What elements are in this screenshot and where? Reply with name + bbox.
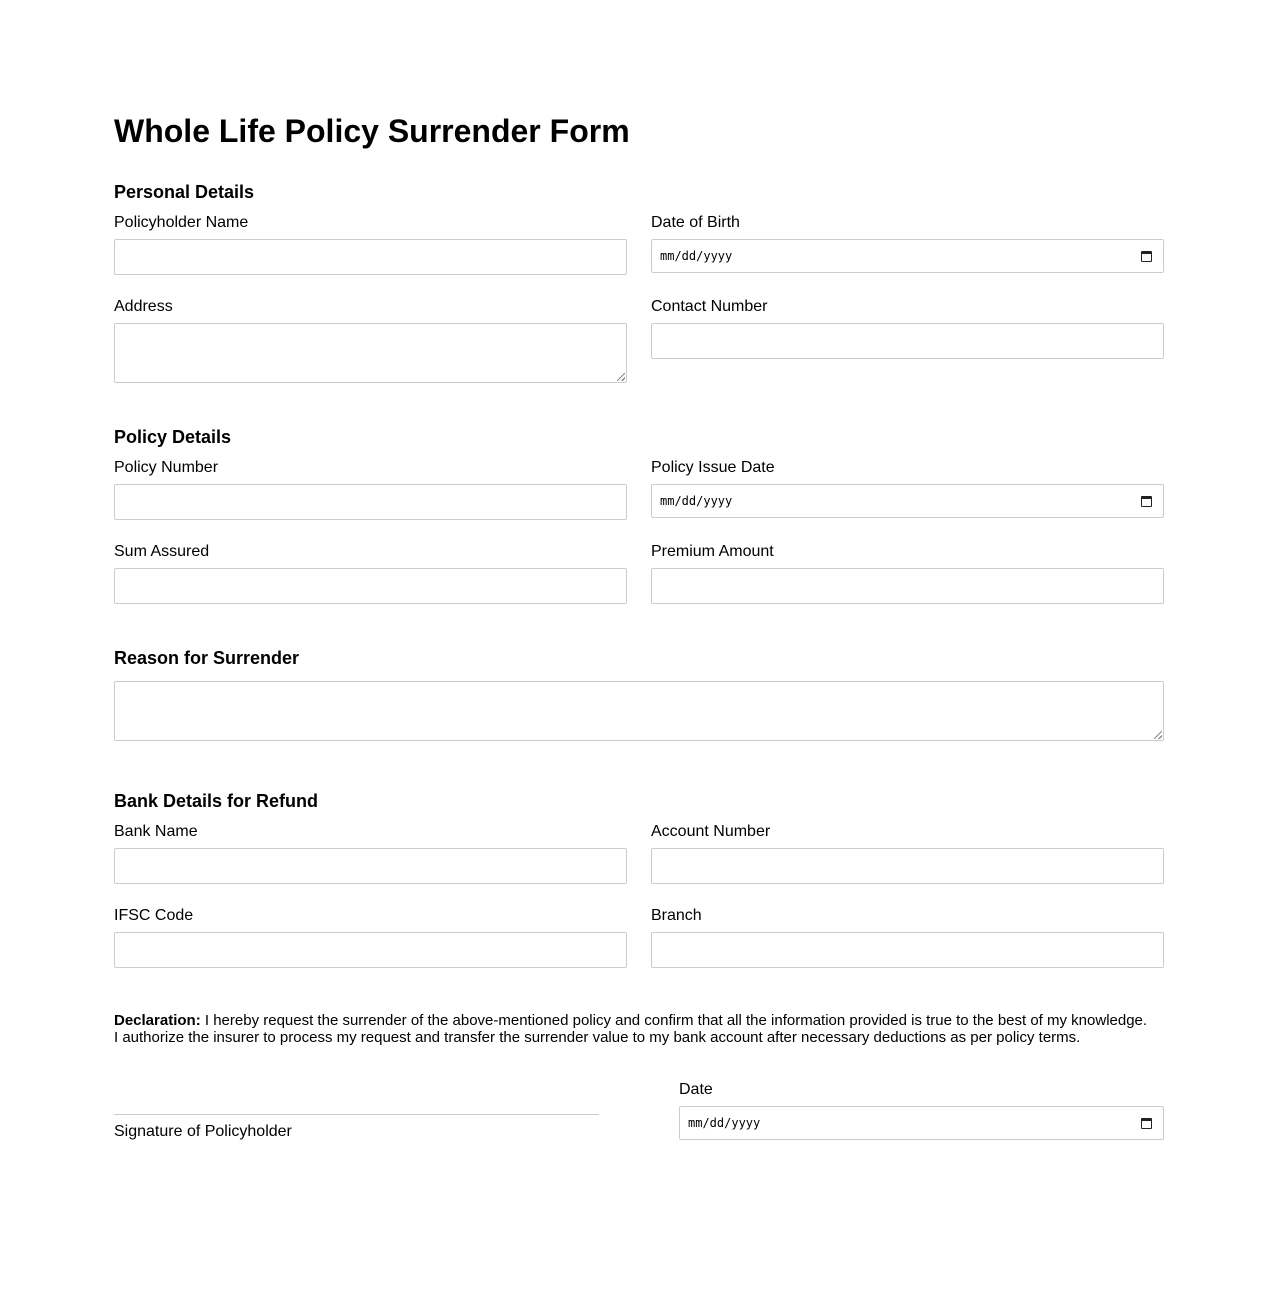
ifsc-code-input[interactable] [114, 932, 627, 968]
contact-number-input[interactable] [651, 323, 1164, 359]
reason-section [114, 647, 1164, 741]
signature-date-label: Date [679, 1081, 713, 1098]
personal-details-section [114, 181, 1164, 383]
bank-name-input[interactable] [114, 848, 627, 884]
calendar-icon[interactable] [1141, 251, 1152, 262]
branch-input[interactable] [651, 932, 1164, 968]
declaration-heading: Declaration: [114, 1012, 201, 1029]
ifsc-code-label: IFSC Code [114, 907, 194, 924]
section-title-personal: Personal Details [114, 182, 255, 202]
account-number-input[interactable] [651, 848, 1164, 884]
policy-issue-date-input[interactable] [651, 484, 1164, 518]
signature-date-placeholder: mm/dd/yyyy [688, 1116, 761, 1130]
address-label: Address [114, 298, 173, 315]
policyholder-name-label: Policyholder Name [114, 214, 249, 231]
bank-details-section [114, 790, 1164, 968]
declaration-line-2: I authorize the insurer to process my request and transfer the surrender value to my bank account after necessary deductions as per policy terms. [114, 1029, 1081, 1046]
declaration-line-1: I hereby request the surrender of the above-mentioned policy and confirm that all the information provided is true to the best of my knowledge. [200, 1012, 1148, 1029]
branch-label: Branch [651, 907, 702, 924]
bank-name-label: Bank Name [114, 823, 198, 840]
address-textarea[interactable] [114, 323, 627, 383]
reason-textarea[interactable] [114, 681, 1164, 741]
policy-issue-date-label: Policy Issue Date [651, 459, 775, 476]
premium-amount-input[interactable] [651, 568, 1164, 604]
date-of-birth-label: Date of Birth [651, 214, 740, 231]
policy-details-section [114, 426, 1164, 604]
policy-issue-date-placeholder: mm/dd/yyyy [660, 494, 733, 508]
resize-grip-icon[interactable] [617, 373, 625, 381]
date-of-birth-input[interactable] [651, 239, 1164, 273]
resize-grip-icon[interactable] [1154, 731, 1162, 739]
section-title-reason: Reason for Surrender [114, 648, 300, 668]
premium-amount-label: Premium Amount [651, 543, 774, 560]
contact-number-label: Contact Number [651, 298, 768, 315]
date-of-birth-placeholder: mm/dd/yyyy [660, 249, 733, 263]
calendar-icon[interactable] [1141, 496, 1152, 507]
policy-number-label: Policy Number [114, 459, 219, 476]
account-number-label: Account Number [651, 823, 771, 840]
policy-number-input[interactable] [114, 484, 627, 520]
signature-date-input[interactable] [679, 1106, 1164, 1140]
page-title: Whole Life Policy Surrender Form [114, 113, 630, 149]
signature-label: Signature of Policyholder [114, 1123, 292, 1140]
policyholder-name-input[interactable] [114, 239, 627, 275]
signature-line[interactable] [114, 1114, 599, 1115]
section-title-policy: Policy Details [114, 427, 232, 447]
declaration-text [114, 1012, 1174, 1046]
signature-date-block [679, 1080, 1164, 1140]
calendar-icon[interactable] [1141, 1118, 1152, 1129]
section-title-bank: Bank Details for Refund [114, 791, 319, 811]
sum-assured-input[interactable] [114, 568, 627, 604]
sum-assured-label: Sum Assured [114, 543, 210, 560]
